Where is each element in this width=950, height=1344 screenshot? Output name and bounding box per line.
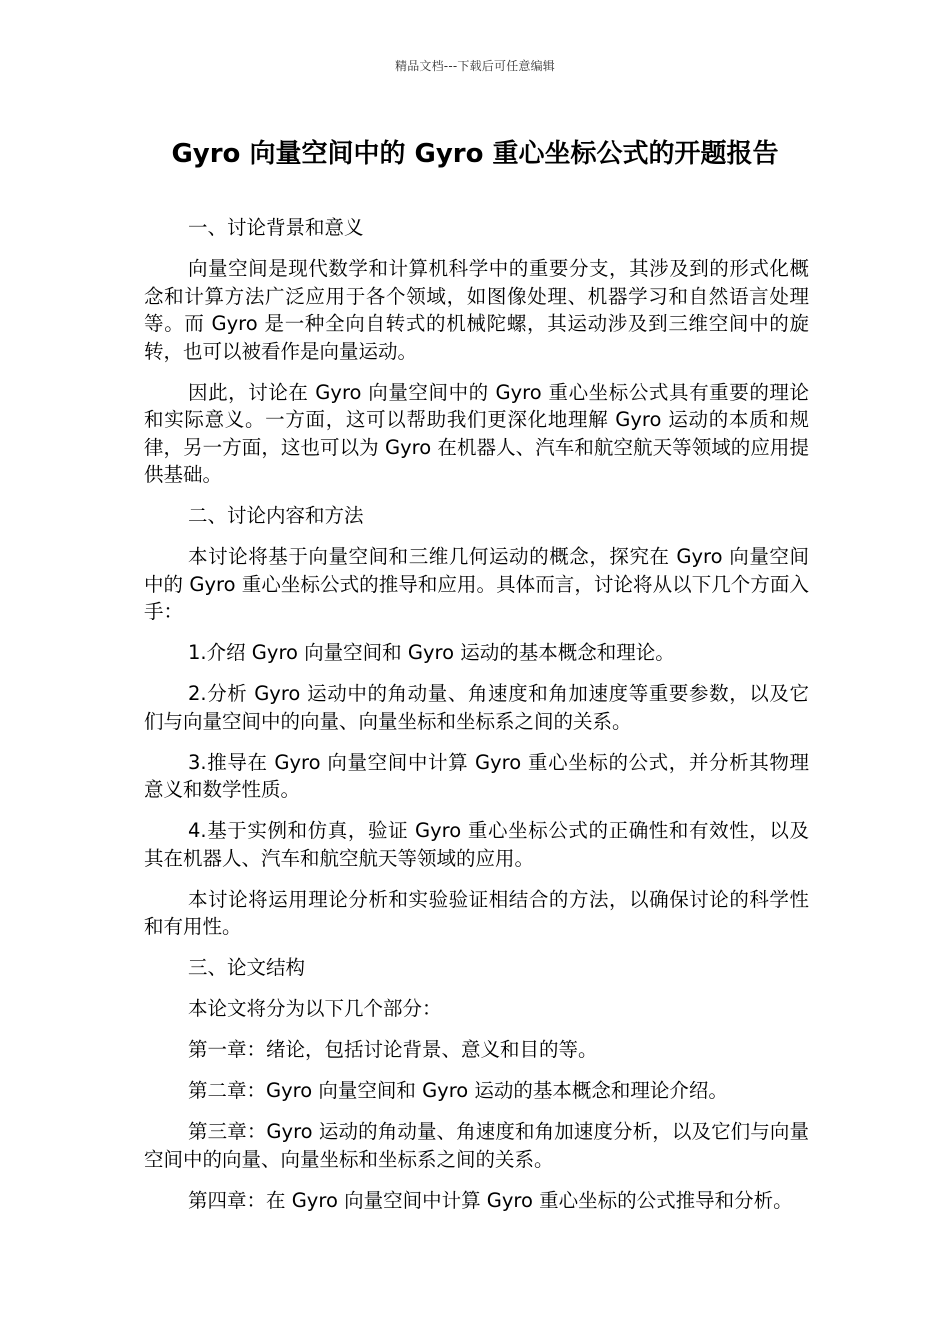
list-item: 1.介绍 Gyro 向量空间和 Gyro 运动的基本概念和理论。 xyxy=(188,641,675,664)
document-title: Gyro 向量空间中的 Gyro 重心坐标公式的开题报告 xyxy=(171,139,779,169)
paragraph: 向量空间是现代数学和计算机科学中的重要分支，其涉及到的形式化概念和计算方法广泛应用于各个领域，如图像处理、机器学习和自然语言处理等。而 Gyro 是一种全向自转式的机械陀螺，其运动涉及到三维空间中的旋转，也可以被看作是向量运动。 xyxy=(144,257,809,363)
list-item: 4.基于实例和仿真，验证 Gyro 重心坐标公式的正确性和有效性，以及其在机器人、汽车和航空航天等领域的应用。 xyxy=(144,819,809,870)
paragraph: 因此，讨论在 Gyro 向量空间中的 Gyro 重心坐标公式具有重要的理论和实际意义。一方面，这可以帮助我们更深化地理解 Gyro 运动的本质和规律，另一方面，这也可以为 Gyro 在机器人、汽车和航空航天等领域的应用提供基础。 xyxy=(144,380,809,486)
section-heading-background: 一、讨论背景和意义 xyxy=(188,216,364,239)
list-item: 2.分析 Gyro 运动中的角动量、角速度和角加速度等重要参数，以及它们与向量空间中的向量、向量坐标和坐标系之间的关系。 xyxy=(144,682,809,733)
paragraph: 本论文将分为以下几个部分： xyxy=(188,997,442,1020)
chapter-item: 第四章：在 Gyro 向量空间中计算 Gyro 重心坐标的公式推导和分析。 xyxy=(188,1188,793,1212)
chapter-item: 第一章：绪论，包括讨论背景、意义和目的等。 xyxy=(188,1038,598,1061)
document-body xyxy=(144,214,809,1228)
section-heading-structure: 三、论文结构 xyxy=(188,956,306,979)
list-item: 3.推导在 Gyro 向量空间中计算 Gyro 重心坐标的公式，并分析其物理意义和数学性质。 xyxy=(144,750,809,801)
chapter-item: 第二章：Gyro 向量空间和 Gyro 运动的基本概念和理论介绍。 xyxy=(188,1079,728,1102)
header-note: 精品文档---下载后可任意编辑 xyxy=(395,59,555,73)
paragraph: 本讨论将基于向量空间和三维几何运动的概念，探究在 Gyro 向量空间中的 Gyro 重心坐标公式的推导和应用。具体而言，讨论将从以下几个方面入手： xyxy=(144,545,809,623)
chapter-item: 第三章：Gyro 运动的角动量、角速度和角加速度分析，以及它们与向量空间中的向量、向量坐标和坐标系之间的关系。 xyxy=(144,1120,809,1171)
paragraph: 本讨论将运用理论分析和实验验证相结合的方法，以确保讨论的科学性和有用性。 xyxy=(144,887,809,938)
section-heading-content: 二、讨论内容和方法 xyxy=(188,504,364,527)
